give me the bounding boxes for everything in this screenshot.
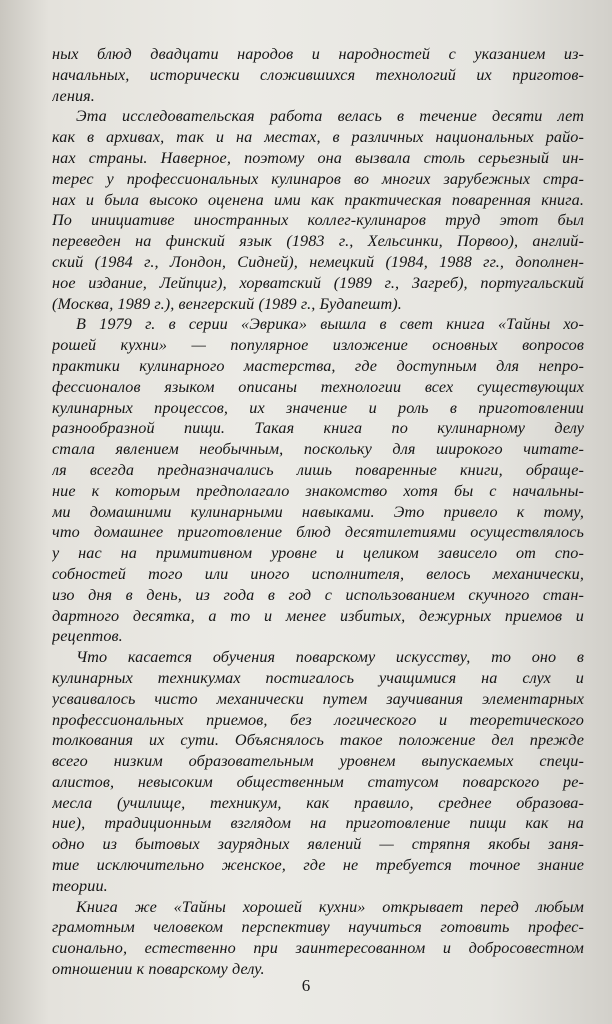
text-line: разнообразной пищи. Такая книга по кулинарному делу xyxy=(52,419,584,438)
text-line: кулинарных процессов, их значение и роль в приготовлении xyxy=(52,398,584,417)
text-line: тие исключительно женское, где не требуется точное знание xyxy=(52,856,584,875)
text-line: ми домашними кулинарными навыками. Это привело к тому, xyxy=(52,502,584,521)
page-number: 6 xyxy=(301,976,311,995)
text-line: нах страны. Наверное, поэтому она вызвала столь серьезный ин- xyxy=(52,148,584,167)
text-line: одно из бытовых заурядных явлений — стряпня якобы заня- xyxy=(52,835,584,854)
text-line: отношении к поварскому делу. xyxy=(52,960,265,979)
paragraph xyxy=(52,44,584,106)
text-line: рошей кухни» — популярное изложение основных вопросов xyxy=(52,336,584,355)
text-line: что домашнее приготовление блюд десятилетиями осуществлялось xyxy=(52,523,584,542)
paragraph xyxy=(52,106,584,314)
text-line: алистов, невысоким общественным статусом поварского ре- xyxy=(52,772,584,791)
text-line: ние к которым предполагало знакомство хотя бы с начальны- xyxy=(52,481,584,500)
text-line: нах и была высоко оценена ими как практическая поваренная книга. xyxy=(52,190,584,209)
text-line: рецептов. xyxy=(52,627,123,646)
text-line: Что касается обучения поварскому искусству, то оно в xyxy=(76,648,584,667)
text-line: ние), традиционным взглядом на приготовление пищи как на xyxy=(52,814,584,833)
text-line: кулинарных техникумах постигалось учащимися на слух и xyxy=(52,668,584,687)
text-line: Эта исследовательская работа велась в течение десяти лет xyxy=(76,107,584,126)
text-line: ля всегда предназначались лишь поваренные книги, обраще- xyxy=(52,460,584,479)
text-line: изо дня в день, из года в год с использованием скучного стан- xyxy=(52,585,584,604)
text-line: фессионалов языком описаны технологии всех существующих xyxy=(52,377,584,396)
text-line: у нас на примитивном уровне и целиком зависело от спо- xyxy=(52,544,584,563)
paragraph xyxy=(52,897,584,980)
text-line: сионально, естественно при заинтересованном и добросовестном xyxy=(52,939,584,958)
paragraph xyxy=(52,647,584,897)
text-line: как в архивах, так и на местах, в различных национальных райо- xyxy=(52,128,584,147)
text-line: По инициативе иностранных коллег-кулинаров труд этот был xyxy=(52,211,584,230)
text-line: всего низким образовательным уровнем выпускаемых специ- xyxy=(52,752,584,771)
text-line: В 1979 г. в серии «Эврика» вышла в свет книга «Тайны хо- xyxy=(76,315,584,334)
text-line: месла (училище, техникум, как правило, среднее образова- xyxy=(52,793,584,812)
text-line: ных блюд двадцати народов и народностей с указанием из- xyxy=(52,45,584,63)
text-line: терес у профессиональных кулинаров во многих зарубежных стра- xyxy=(52,169,584,188)
text-line: собностей того или иного исполнителя, велось механически, xyxy=(52,564,584,583)
text-line: толкования их сути. Объяснялось такое положение дел прежде xyxy=(52,731,584,750)
text-line: ский (1984 г., Лондон, Сидней), немецкий (1984, 1988 гг., дополнен- xyxy=(52,252,584,271)
text-line: ное издание, Лейпциг), хорватский (1989 г., Загреб), португальский xyxy=(52,273,584,292)
text-line: профессиональных приемов, без логического и теоретического xyxy=(52,710,584,729)
text-line: практики кулинарного мастерства, где доступным для непро- xyxy=(52,356,584,375)
text-line: начальных, исторически сложившихся технологий их приготов- xyxy=(52,65,584,84)
body-text xyxy=(52,44,584,980)
text-line: (Москва, 1989 г.), венгерский (1989 г., Будапешт). xyxy=(52,294,402,313)
text-line: грамотным человеком перспективу научиться готовить профес- xyxy=(52,918,584,937)
text-line: стала явлением необычным, поскольку для широкого читате- xyxy=(52,440,584,459)
paragraph xyxy=(52,314,584,647)
text-line: дартного десятка, а то и менее избитых, дежурных приемов и xyxy=(52,606,584,625)
text-line: Книга же «Тайны хорошей кухни» открывает перед любым xyxy=(76,897,584,916)
text-line: теории. xyxy=(52,876,108,895)
text-line: усваивалось чисто механически путем заучивания элементарных xyxy=(52,689,584,708)
text-line: переведен на финский язык (1983 г., Хельсинки, Порвоо), англий- xyxy=(52,232,584,251)
text-line: ления. xyxy=(52,86,95,105)
